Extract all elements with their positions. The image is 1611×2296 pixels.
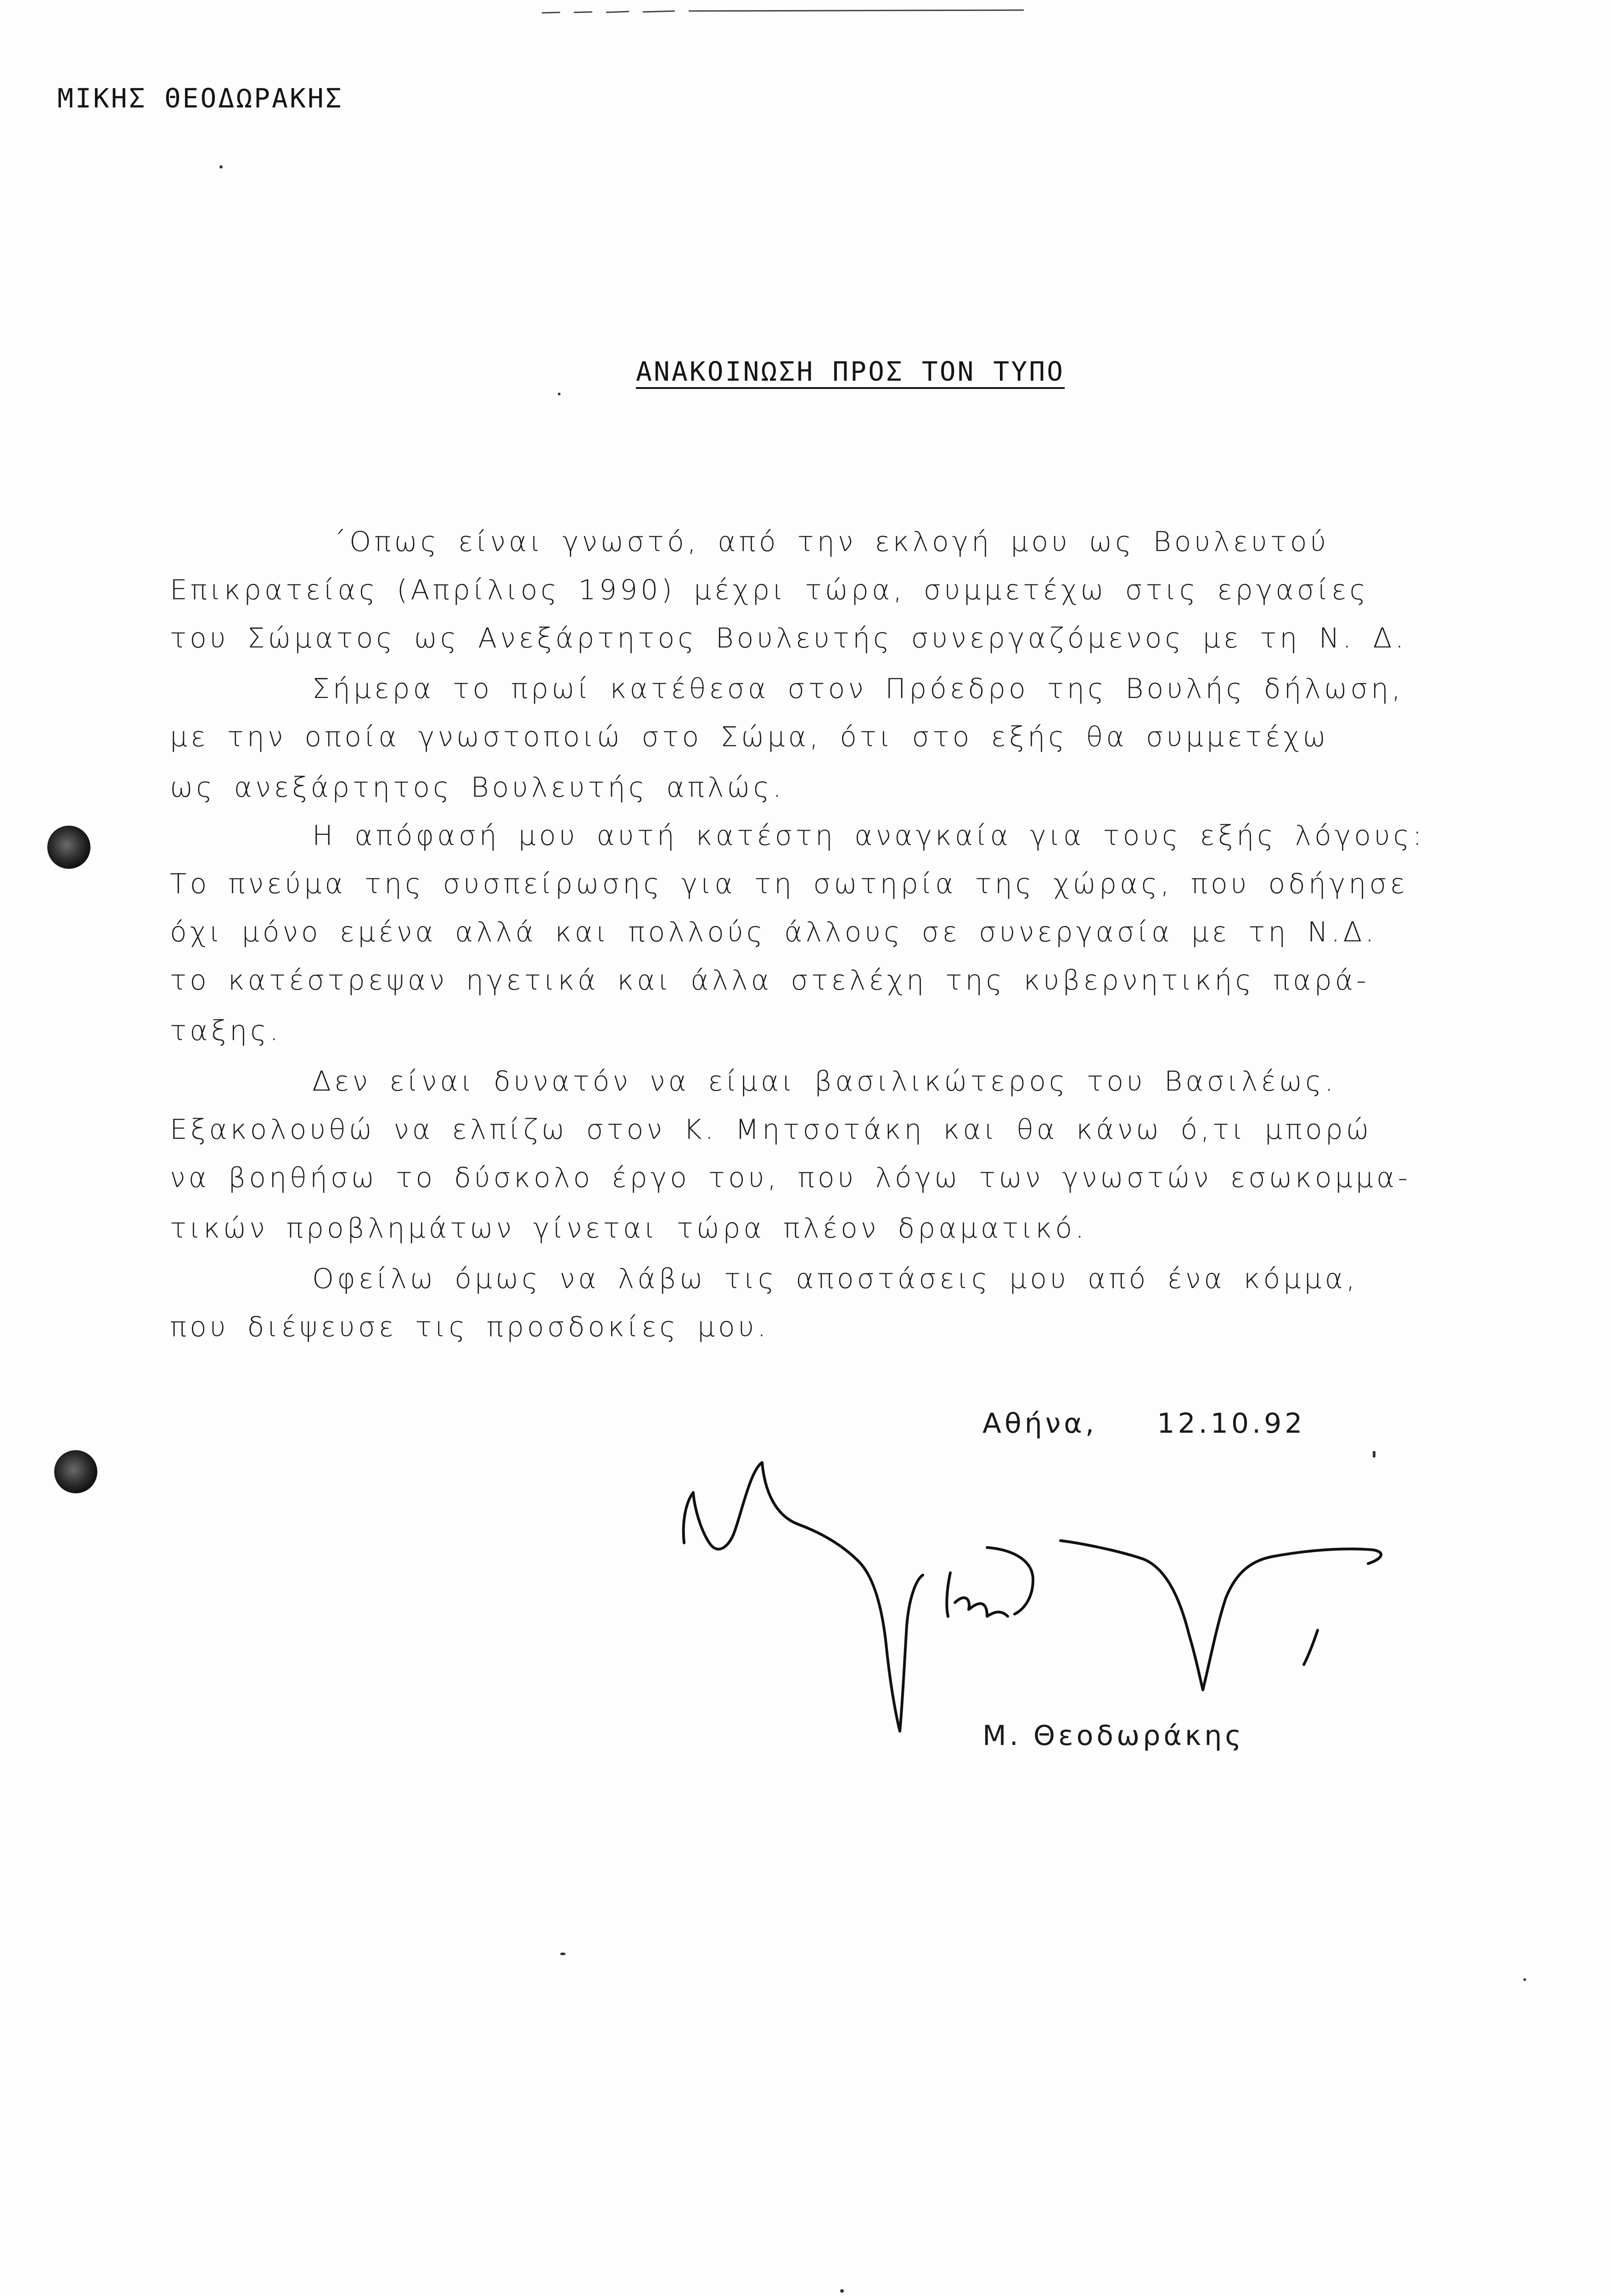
body-line-16: Οφείλω όμως να λάβω τις αποστάσεις μου από ένα κόμμα, [312, 1263, 1358, 1295]
body-line-12: Δεν είναι δυνατόν να είμαι βασιλικώτερος του Βασιλέως. [312, 1065, 1337, 1097]
body-line-13: Εξακολουθώ να ελπίζω στον Κ. Μητσοτάκη και θα κάνω ό,τι μπορώ [170, 1114, 1372, 1146]
body-line-4: Σήμερα το πρωί κατέθεσα στον Πρόεδρο της Βουλής δήλωση, [312, 673, 1404, 705]
scan-speck [1373, 1451, 1375, 1458]
body-line-17: που διέψευσε τις προσδοκίες μου. [170, 1311, 769, 1343]
scan-speck [840, 2289, 844, 2293]
handwritten-signature [666, 1451, 1483, 1750]
body-line-8: Το πνεύμα της συσπείρωσης για τη σωτηρία της χώρας, που οδήγησε [170, 868, 1408, 900]
body-line-9: όχι μόνο εμένα αλλά και πολλούς άλλους σε συνεργασία με τη Ν.Δ. [170, 916, 1377, 948]
body-line-5: με την οποία γνωστοποιώ στο Σώμα, ότι στο εξής θα συμμετέχω [170, 721, 1329, 753]
date: 12.10.92 [1157, 1407, 1306, 1440]
scan-speck [558, 393, 561, 395]
body-line-2: Επικρατείας (Απρίλιος 1990) μέχρι τώρα, συμμετέχω στις εργασίες [170, 574, 1369, 606]
scan-artifact-line [542, 8, 1024, 15]
body-line-3: του Σώματος ως Ανεξάρτητος Βουλευτής συνεργαζόμενος με τη Ν. Δ. [170, 622, 1407, 654]
punch-hole-bottom [54, 1450, 97, 1493]
place: Αθήνα, [982, 1407, 1097, 1440]
signatory-name: Μ. Θεοδωράκης [982, 1720, 1245, 1752]
place-date [982, 1407, 1305, 1440]
body-line-6: ως ανεξάρτητος Βουλευτής απλώς. [170, 771, 785, 804]
punch-hole-top [47, 826, 90, 869]
body-line-1: ΄Οπως είναι γνωστό, από την εκλογή μου ως Βουλευτού [333, 526, 1330, 558]
body-line-7: Η απόφασή μου αυτή κατέστη αναγκαία για τους εξής λόγους: [312, 820, 1426, 852]
body-line-14: να βοηθήσω το δύσκολο έργο του, που λόγω των γνωστών εσωκομμα- [170, 1162, 1411, 1194]
scan-speck [560, 1953, 566, 1955]
document-title: ΑΝΑΚΟΙΝΩΣΗ ΠΡΟΣ ΤΟΝ ΤΥΠΟ [636, 356, 1065, 387]
body-line-11: ταξης. [170, 1015, 282, 1047]
author-header: ΜΙΚΗΣ ΘΕΟΔΩΡΑΚΗΣ [57, 83, 343, 114]
body-line-10: το κατέστρεψαν ηγετικά και άλλα στελέχη της κυβερνητικής παρά- [170, 964, 1370, 996]
scan-speck [1523, 1978, 1526, 1981]
body-line-15: τικών προβλημάτων γίνεται τώρα πλέον δραματικό. [170, 1212, 1088, 1244]
scan-speck [219, 165, 223, 169]
